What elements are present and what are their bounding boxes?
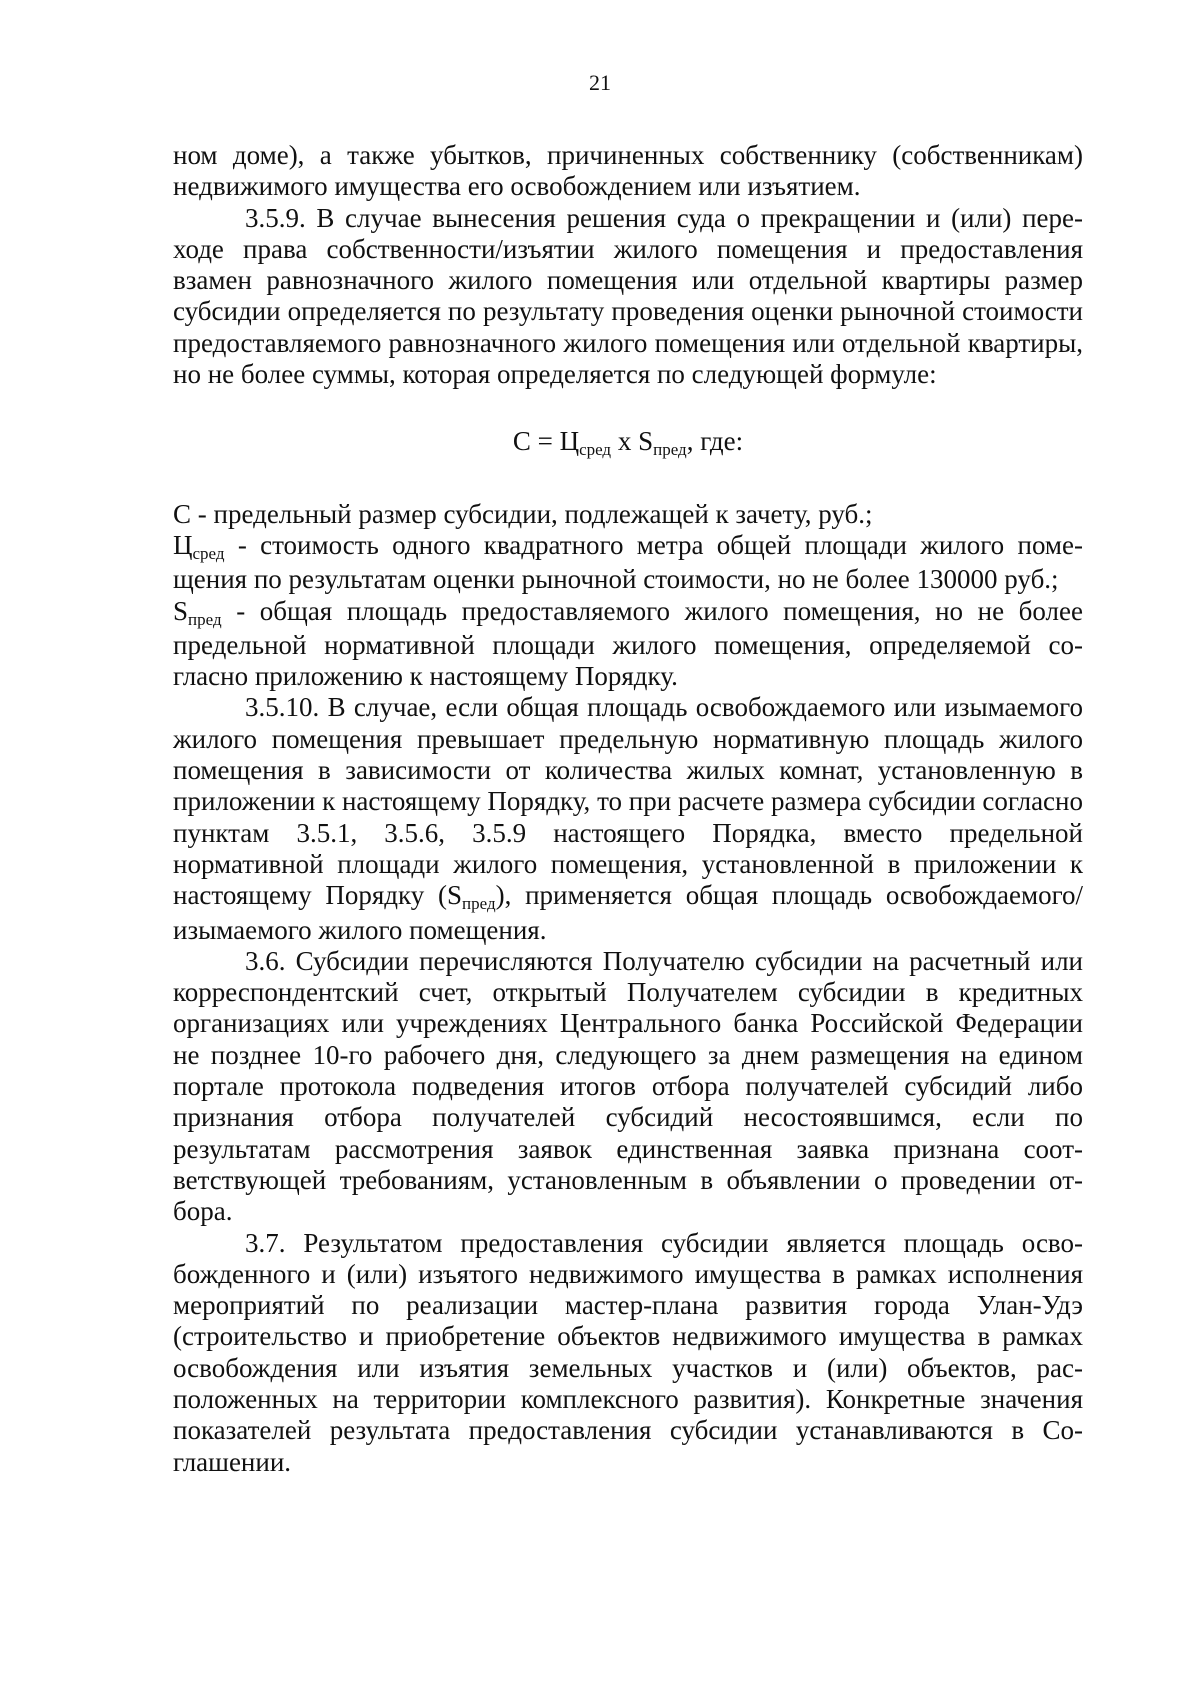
paragraph-3-5-10-end: ), применяется общая площадь освобождаемого/изымаемого жилого помещения.	[173, 880, 1083, 945]
paragraph-3-5-10-sub: пред	[462, 894, 496, 914]
definition-s-pred	[173, 596, 1083, 693]
page-number: 21	[589, 70, 611, 95]
definition-s-pred-symbol: S	[173, 595, 189, 626]
formula-mid: х S	[611, 426, 654, 457]
definition-c-sred-text: - стоимость одного квадратного метра общей площади жилого помещения по результатам оценки рыночной стоимости, но не более 130000 руб.;	[173, 529, 1083, 595]
paragraph-3-5-10-text: 3.5.10. В случае, если общая площадь освобождаемого или изымаемого жилого помещения превышает предельную нормативную площадь жилого помещения в зависимости от количества жилых комнат, установленную в приложении к настоящему Порядку, то при расчете размера субсидии согласно пунктам 3.5.1, 3.5.6, 3.5.9 настоящего Порядка, вместо предельной нормативной площади жилого помещения, установленной в приложении к настоящему Порядку (	[173, 692, 1083, 911]
paragraph-3-7: 3.7. Результатом предоставления субсидии является площадь освобожденного и (или) изъятого недвижимого имущества в рамках исполнения мероприятий по реализации мастер-плана развития города Улан-Удэ (строительство и приобретение объектов недвижимого имущества в рамках освобождения или изъятия земельных участков и (или) объектов, расположенных на территории комплексного развития). Конкретные значения показателей результата предоставления субсидии устанавливаются в Соглашении.	[173, 1227, 1083, 1477]
paragraph-continuation: ном доме), а также убытков, причиненных собственнику (собственникам) недвижимого имущества его освобождением или изъятием.	[173, 140, 1083, 202]
definition-s-pred-text: - общая площадь предоставляемого жилого помещения, но не более предельной нормативной площади жилого помещения, определяемой согласно приложению к настоящему Порядку.	[173, 595, 1083, 692]
definition-c-sred-sub: сред	[192, 543, 225, 563]
paragraph-3-6: 3.6. Субсидии перечисляются Получателю субсидии на расчетный или корреспондентский счет, открытый Получателем субсидии в кредитных организациях или учреждениях Центрального банка Российской Федерации не позднее 10-го рабочего дня, следующего за днем размещения на едином портале протокола подведения итогов отбора получателей субсидий либо признания отбора получателей субсидий несостоявшимся, если по результатам рассмотрения заявок единственная заявка признана соответствующей требованиям, установленным в объявлении о проведении отбора.	[173, 945, 1083, 1227]
formula-sub-pred: пред	[653, 440, 687, 460]
definition-c-sred	[173, 530, 1083, 596]
formula-lhs: С = Ц	[512, 426, 580, 457]
formula-tail: , где:	[686, 426, 744, 457]
formula-sub-sred: сред	[579, 440, 612, 460]
document-body	[173, 140, 1083, 1478]
definition-c-sred-symbol: Ц	[173, 529, 193, 560]
formula	[173, 426, 1083, 460]
paragraph-3-5-10: 3.5.10. В случае, если общая площадь освобождаемого или изымаемого жилого помещения превышает предельную нормативную площадь жилого помещения в зависимости от количества жилых комнат, установленную в приложении к настоящему Порядку, то при расчете размера субсидии согласно пунктам 3.5.1, 3.5.6, 3.5.9 настоящего Порядка, вместо предельной нормативной площади жилого помещения, установленной в приложении к настоящему Порядку (Sпред), применяется общая площадь освобождаемого/изымаемого жилого помещения.	[173, 692, 1083, 945]
definition-s-pred-sub: пред	[188, 609, 222, 629]
definition-c: С - предельный размер субсидии, подлежащей к зачету, руб.;	[173, 498, 873, 529]
paragraph-3-5-9: 3.5.9. В случае вынесения решения суда о прекращении и (или) переходе права собственности/изъятии жилого помещения и предоставления взамен равнозначного жилого помещения или отдельной квартиры размер субсидии определяется по результату проведения оценки рыночной стоимости предоставляемого равнозначного жилого помещения или отдельной квартиры, но не более суммы, которая определяется по следующей формуле:	[173, 202, 1083, 390]
